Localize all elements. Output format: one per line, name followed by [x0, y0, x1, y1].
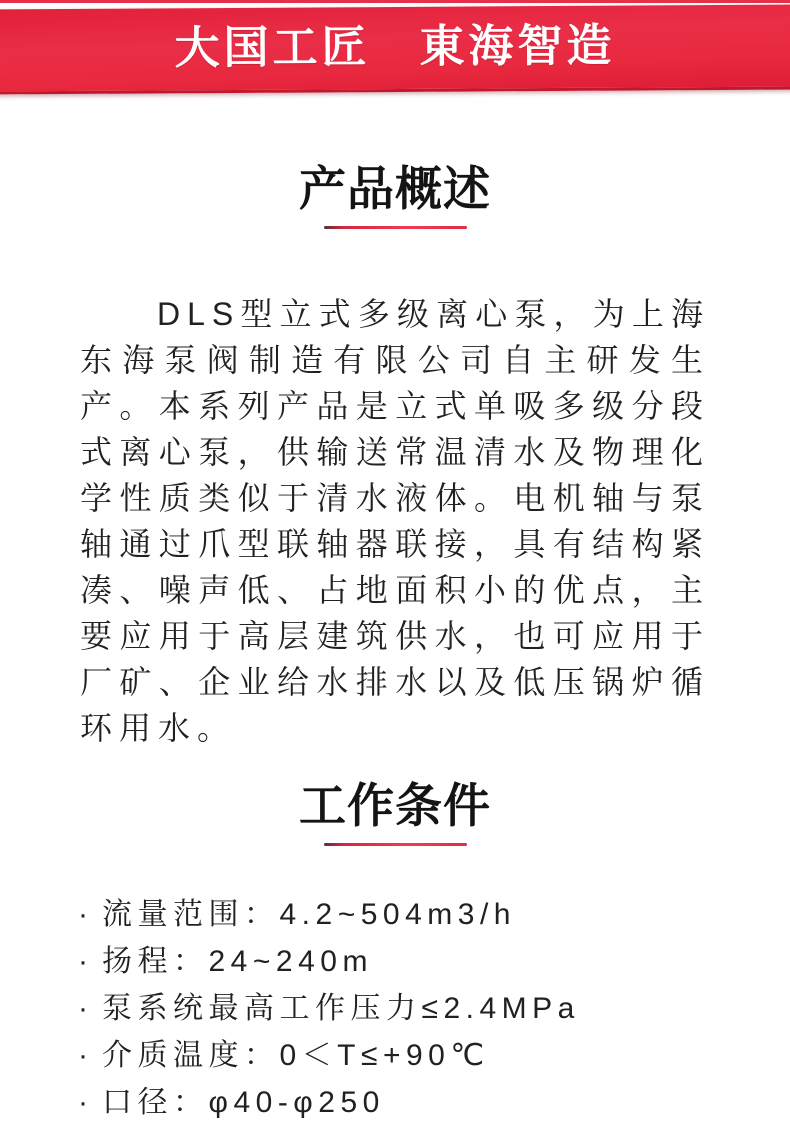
spec-item-flow-range — [78, 891, 750, 938]
overview-paragraph: DLS型立式多级离心泵，为上海东海泵阀制造有限公司自主研发生产。本系列产品是立式单吸多级分段式离心泵，供输送常温清水及物理化学性质类似于清水液体。电机轴与泵轴通过爪型联轴器联接，具有结构紧凑、噪声低、占地面积小的优点，主要应用于高层建筑供水，也可应用于厂矿、企业给水排水以及低压锅炉循环用水。 — [80, 296, 710, 746]
top-red-line — [0, 0, 790, 3]
section-conditions — [0, 779, 790, 1126]
spec-item-label: 流量范围：4.2~504m3/h — [102, 898, 516, 931]
spec-item-max-pressure — [78, 985, 750, 1032]
overview-title: 产品概述 — [299, 162, 491, 215]
section-overview — [0, 162, 790, 751]
conditions-title-underline — [324, 843, 467, 846]
spec-item-label: 口径：φ40-φ250 — [102, 1086, 385, 1119]
bullet-dot-icon: · — [78, 1039, 88, 1072]
bullet-dot-icon: · — [78, 945, 88, 978]
bullet-dot-icon: · — [78, 898, 88, 931]
spec-item-head — [78, 938, 750, 985]
bullet-dot-icon: · — [78, 1086, 88, 1119]
spec-list — [78, 891, 750, 1126]
banner-section — [0, 0, 790, 94]
bullet-dot-icon: · — [78, 992, 88, 1025]
conditions-title: 工作条件 — [299, 779, 491, 832]
banner — [0, 5, 790, 95]
spec-item-medium-temperature — [78, 1032, 750, 1079]
spec-item-diameter — [78, 1079, 750, 1126]
spec-item-label: 泵系统最高工作压力≤2.4MPa — [102, 992, 580, 1025]
overview-title-underline — [324, 226, 467, 229]
spec-item-label: 扬程：24~240m — [102, 945, 373, 978]
spec-item-label: 介质温度：0＜T≤+90℃ — [102, 1039, 490, 1072]
banner-title: 大国工匠 東海智造 — [174, 19, 616, 73]
